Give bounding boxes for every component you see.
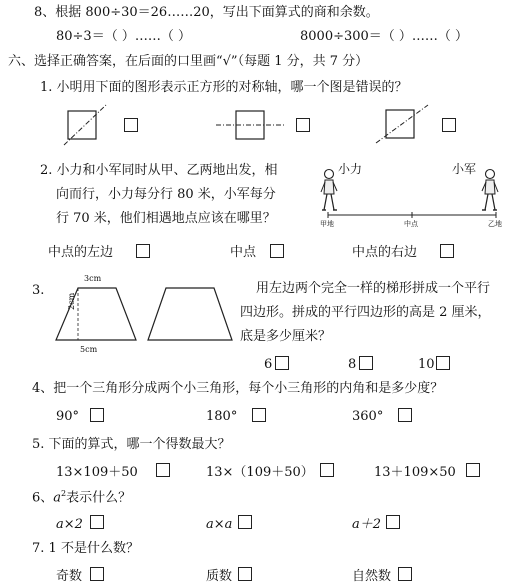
q2-answer-box-1[interactable]	[136, 244, 150, 258]
q2-walking-figure-left	[318, 168, 340, 214]
q5-option-3: 13＋109×50	[374, 465, 456, 480]
q3-line-3: 底是多少厘米？	[240, 329, 332, 344]
q1-figure-b	[214, 105, 286, 147]
q4-option-3: 360°	[352, 409, 384, 424]
q6-answer-box-1[interactable]	[90, 515, 104, 529]
q6-text-prefix: 6、	[32, 490, 54, 506]
q3-trapezoid-1	[52, 282, 140, 346]
q1-answer-box-b[interactable]	[296, 118, 310, 132]
q7-answer-box-3[interactable]	[398, 567, 412, 581]
q5-option-2: 13×（109＋50）	[206, 465, 314, 480]
q4-answer-box-2[interactable]	[252, 408, 266, 422]
q2-name-left: 小力	[338, 162, 363, 176]
q7-answer-box-1[interactable]	[90, 567, 104, 581]
q2-road-line	[322, 210, 502, 220]
q8-text: 8、根据 800÷30＝26……20，写出下面算式的商和余数。	[34, 5, 379, 20]
q6-option-3: a＋2	[352, 517, 382, 532]
q3-answer-box-1[interactable]	[275, 356, 289, 370]
q1-figure-a	[62, 105, 112, 147]
q2-place-a: 甲地	[320, 220, 334, 228]
q3-line-1: 用左边两个完全一样的梯形拼成一个平行	[256, 281, 491, 296]
q3-dim-height: 2cm	[67, 292, 76, 310]
q5-option-1: 13×109＋50	[56, 465, 138, 480]
q3-number: 3.	[32, 283, 45, 298]
q5-text: 5. 下面的算式，哪一个得数最大？	[32, 437, 231, 452]
q2-walking-figure-right	[479, 168, 501, 214]
q5-answer-box-3[interactable]	[466, 463, 480, 477]
q4-answer-box-3[interactable]	[398, 408, 412, 422]
q7-option-2: 质数	[206, 569, 233, 584]
q3-option-2: 8	[348, 357, 357, 372]
q2-option-2: 中点	[230, 245, 257, 260]
q2-line-1: 2. 小力和小军同时从甲、乙两地出发，相	[40, 163, 278, 178]
q3-option-3: 10	[418, 357, 435, 372]
q2-line-2: 向而行，小力每分行 80 米，小军每分	[56, 187, 276, 202]
q7-text: 7. 1 不是什么数？	[32, 541, 139, 556]
q1-text: 1. 小明用下面的图形表示正方形的对称轴，哪一个图是错误的？	[40, 80, 408, 95]
q3-trapezoid-2	[144, 282, 236, 346]
q6-option-2: a×a	[206, 517, 233, 532]
q2-option-1: 中点的左边	[48, 245, 114, 260]
q1-answer-box-c[interactable]	[442, 118, 456, 132]
q6-text	[32, 490, 131, 504]
q6-exponent: 2	[61, 489, 67, 498]
q8-equation-1: 80÷3＝（ ）……（ ）	[56, 29, 191, 44]
q4-option-1: 90°	[56, 409, 80, 424]
q2-line-3: 行 70 米，他们相遇地点应该在哪里？	[56, 211, 276, 226]
q3-line-2: 四边形。拼成的平行四边形的高是 2 厘米，	[240, 305, 491, 320]
q2-option-3: 中点的右边	[352, 245, 418, 260]
q1-figure-c	[374, 103, 430, 147]
q1-answer-box-a[interactable]	[124, 118, 138, 132]
section6-title: 六、选择正确答案，在后面的口里画“√”（每题 1 分，共 7 分）	[8, 54, 369, 69]
q7-option-1: 奇数	[56, 569, 83, 584]
q6-answer-box-3[interactable]	[386, 515, 400, 529]
q2-answer-box-2[interactable]	[270, 244, 284, 258]
q3-dim-bottom: 5cm	[80, 345, 98, 354]
q3-answer-box-3[interactable]	[436, 356, 450, 370]
q6-text-suffix: 表示什么？	[66, 490, 132, 506]
q2-place-mid: 中点	[404, 220, 418, 228]
q2-name-right: 小军	[452, 162, 477, 176]
q4-option-2: 180°	[206, 409, 238, 424]
q2-answer-box-3[interactable]	[440, 244, 454, 258]
q3-option-1: 6	[264, 357, 273, 372]
q7-answer-box-2[interactable]	[238, 567, 252, 581]
q5-answer-box-2[interactable]	[320, 463, 334, 477]
q8-equation-2: 8000÷300＝（ ）……（ ）	[300, 29, 469, 44]
q7-option-3: 自然数	[352, 569, 392, 584]
q6-variable: a	[53, 490, 62, 506]
q6-option-1: a×2	[56, 517, 83, 532]
q5-answer-box-1[interactable]	[156, 463, 170, 477]
q4-answer-box-1[interactable]	[90, 408, 104, 422]
q3-answer-box-2[interactable]	[359, 356, 373, 370]
q6-answer-box-2[interactable]	[238, 515, 252, 529]
q3-dim-top: 3cm	[84, 274, 102, 283]
q4-text: 4、把一个三角形分成两个小三角形，每个小三角形的内角和是多少度？	[32, 381, 444, 396]
q2-place-b: 乙地	[488, 220, 502, 228]
